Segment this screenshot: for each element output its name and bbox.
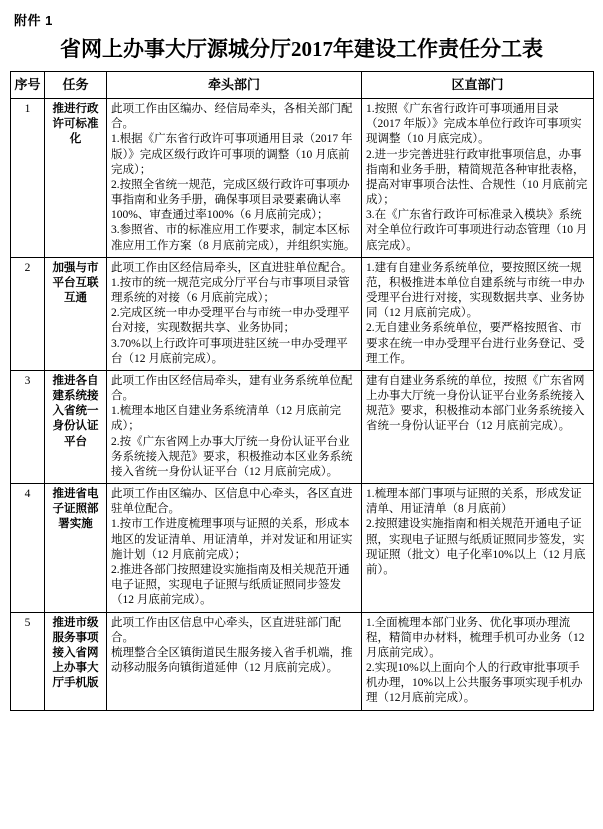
table-row: [11, 257, 594, 370]
lead-task-line: 2.完成区统一申办受理平台与市统一申办受理平台对接，实现数据共享、业务协同；: [111, 307, 350, 335]
lead-task-line: 3.参照省、市的标准应用工作要求，制定本区标准应用工作方案（8 月底前完成），并组织实施。: [111, 224, 356, 252]
district-task-line: 2.按照建设实施指南和相关规范开通电子证照，实现电子证照与纸质证照同步签发，实现证照（批文）电子化率10%以上（12 月底前）。: [366, 518, 586, 576]
row-district-dept-tasks: [362, 99, 594, 258]
lead-task-line: 1.按市工作进度梳理事项与证照的关系，形成本地区的发证清单、用证清单，并对发证和用证实施计划（12 月底前完成）；: [111, 518, 353, 561]
column-header-task: 任务: [45, 72, 107, 99]
table-row: [11, 612, 594, 710]
row-district-dept-tasks: [362, 257, 594, 370]
district-task-line: 3.在《广东省行政许可标准录入模块》系统对全单位行政许可事项进行动态管理（10 月底完成）。: [366, 209, 588, 252]
row-district-dept-tasks: [362, 612, 594, 710]
lead-task-line: 3.70%以上行政许可事项进驻区统一申办受理平台（12 月底前完成）。: [111, 337, 348, 365]
column-header-lead-dept: 牵头部门: [107, 72, 362, 99]
row-task-name: 推进省电子证照部署实施: [45, 484, 107, 612]
table-row: [11, 484, 594, 612]
district-task-line: 1.梳理本部门事项与证照的关系，形成发证清单、用证清单（8 月底前）: [366, 488, 582, 516]
row-task-name: 加强与市平台互联互通: [45, 257, 107, 370]
district-task-line: 1.按照《广东省行政许可事项通用目录（2017 年版）》完成本单位行政许可事项实现调整（10 月底完成）。: [366, 103, 582, 146]
table-body: [11, 99, 594, 711]
row-index: 5: [11, 612, 45, 710]
row-index: 1: [11, 99, 45, 258]
lead-task-line: 2.按照全省统一规范，完成区级行政许可事项办事指南和业务手册，确保事项目录要素确认率100%、审查通过率100%（6 月底前完成）；: [111, 178, 350, 222]
district-task-line: 建有自建业务系统的单位，按照《广东省网上办事大厅统一身份认证平台业务系统接入规范》要求，积极推动本部门业务系统接入省统一身份认证平台（12 月底前完成）。: [366, 374, 585, 433]
attachment-label: 附件 1: [14, 13, 53, 28]
row-index: 3: [11, 370, 45, 483]
lead-task-line: 此项工作由区经信局牵头，建有业务系统单位配合。: [111, 374, 353, 403]
lead-task-line: 梳理整合全区镇街道民生服务接入省手机端，推动移动服务向镇街道延伸（12 月底前完成）。: [111, 646, 353, 675]
row-lead-dept-tasks: [107, 612, 362, 710]
column-header-district-dept: 区直部门: [362, 72, 594, 99]
district-task-line: 1.建有自建业务系统单位，要按照区统一规范，积极推进本单位自建系统与市统一申办受理平台进行对接，实现数据共享、业务协同（12 月底前完成）。: [366, 261, 585, 320]
lead-task-line: 1.按市的统一规范完成分厅平台与市事项目录管理系统的对接（6 月底前完成）；: [111, 276, 350, 305]
row-task-name: 推进各自建系统接入省统一身份认证平台: [45, 370, 107, 483]
row-district-dept-tasks: [362, 370, 594, 483]
row-index: 4: [11, 484, 45, 612]
row-district-dept-tasks: [362, 484, 594, 612]
responsibility-table: [10, 71, 594, 711]
district-task-line: 2.进一步完善进驻行政审批事项信息，办事指南和业务手册，精简规范各种审批表格，提高对审事项合法性、合规性（10 月底前完成）；: [366, 148, 588, 207]
lead-task-line: 此项工作由区经信局牵头，区直进驻单位配合。: [111, 261, 353, 274]
table-header-row: [11, 72, 594, 99]
district-task-line: 1.全面梳理本部门业务、优化事项办理流程，精简申办材料，梳理手机可办业务（12 月底前完成）。: [366, 616, 585, 659]
lead-task-line: 1.根据《广东省行政许可事项通用目录（2017 年版）》完成区级行政许可事项的调整（10 月底前完成）；: [111, 133, 353, 176]
lead-task-line: 此项工作由区编办、经信局牵头，各相关部门配合。: [111, 103, 353, 131]
row-lead-dept-tasks: [107, 257, 362, 370]
lead-task-line: 2.推进各部门按照建设实施指南及相关规范开通电子证照，实现电子证照与纸质证照同步签发（12 月底前完成）。: [111, 563, 350, 607]
column-header-index: 序号: [11, 72, 45, 99]
lead-task-line: 2.按《广东省网上办事大厅统一身份认证平台业务系统接入规范》要求，积极推动本区业务系统接入省统一身份认证平台（12 月底前完成）。: [111, 435, 353, 478]
lead-task-line: 此项工作由区编办、区信息中心牵头，各区直进驻单位配合。: [111, 488, 353, 516]
table-row: [11, 370, 594, 483]
district-task-line: 2.实现10%以上面向个人的行政审批事项手机办理，10%以上公共服务事项实现手机办理（12月底前完成）。: [366, 662, 583, 705]
page-title: 省网上办事大厅源城分厅2017年建设工作责任分工表: [60, 37, 543, 61]
lead-task-line: 1.梳理本地区自建业务系统清单（12 月底前完成）；: [111, 405, 341, 433]
lead-task-line: 此项工作由区信息中心牵头，区直进驻部门配合。: [111, 616, 341, 644]
row-lead-dept-tasks: [107, 484, 362, 612]
row-index: 2: [11, 257, 45, 370]
table-row: [11, 99, 594, 258]
row-task-name: 推进行政许可标准化: [45, 99, 107, 258]
district-task-line: 2.无自建业务系统单位，要严格按照省、市要求在统一申办受理平台进行业务登记、受理工作。: [366, 322, 585, 365]
row-lead-dept-tasks: [107, 99, 362, 258]
row-lead-dept-tasks: [107, 370, 362, 483]
row-task-name: 推进市级服务事项接入省网上办事大厅手机版: [45, 612, 107, 710]
